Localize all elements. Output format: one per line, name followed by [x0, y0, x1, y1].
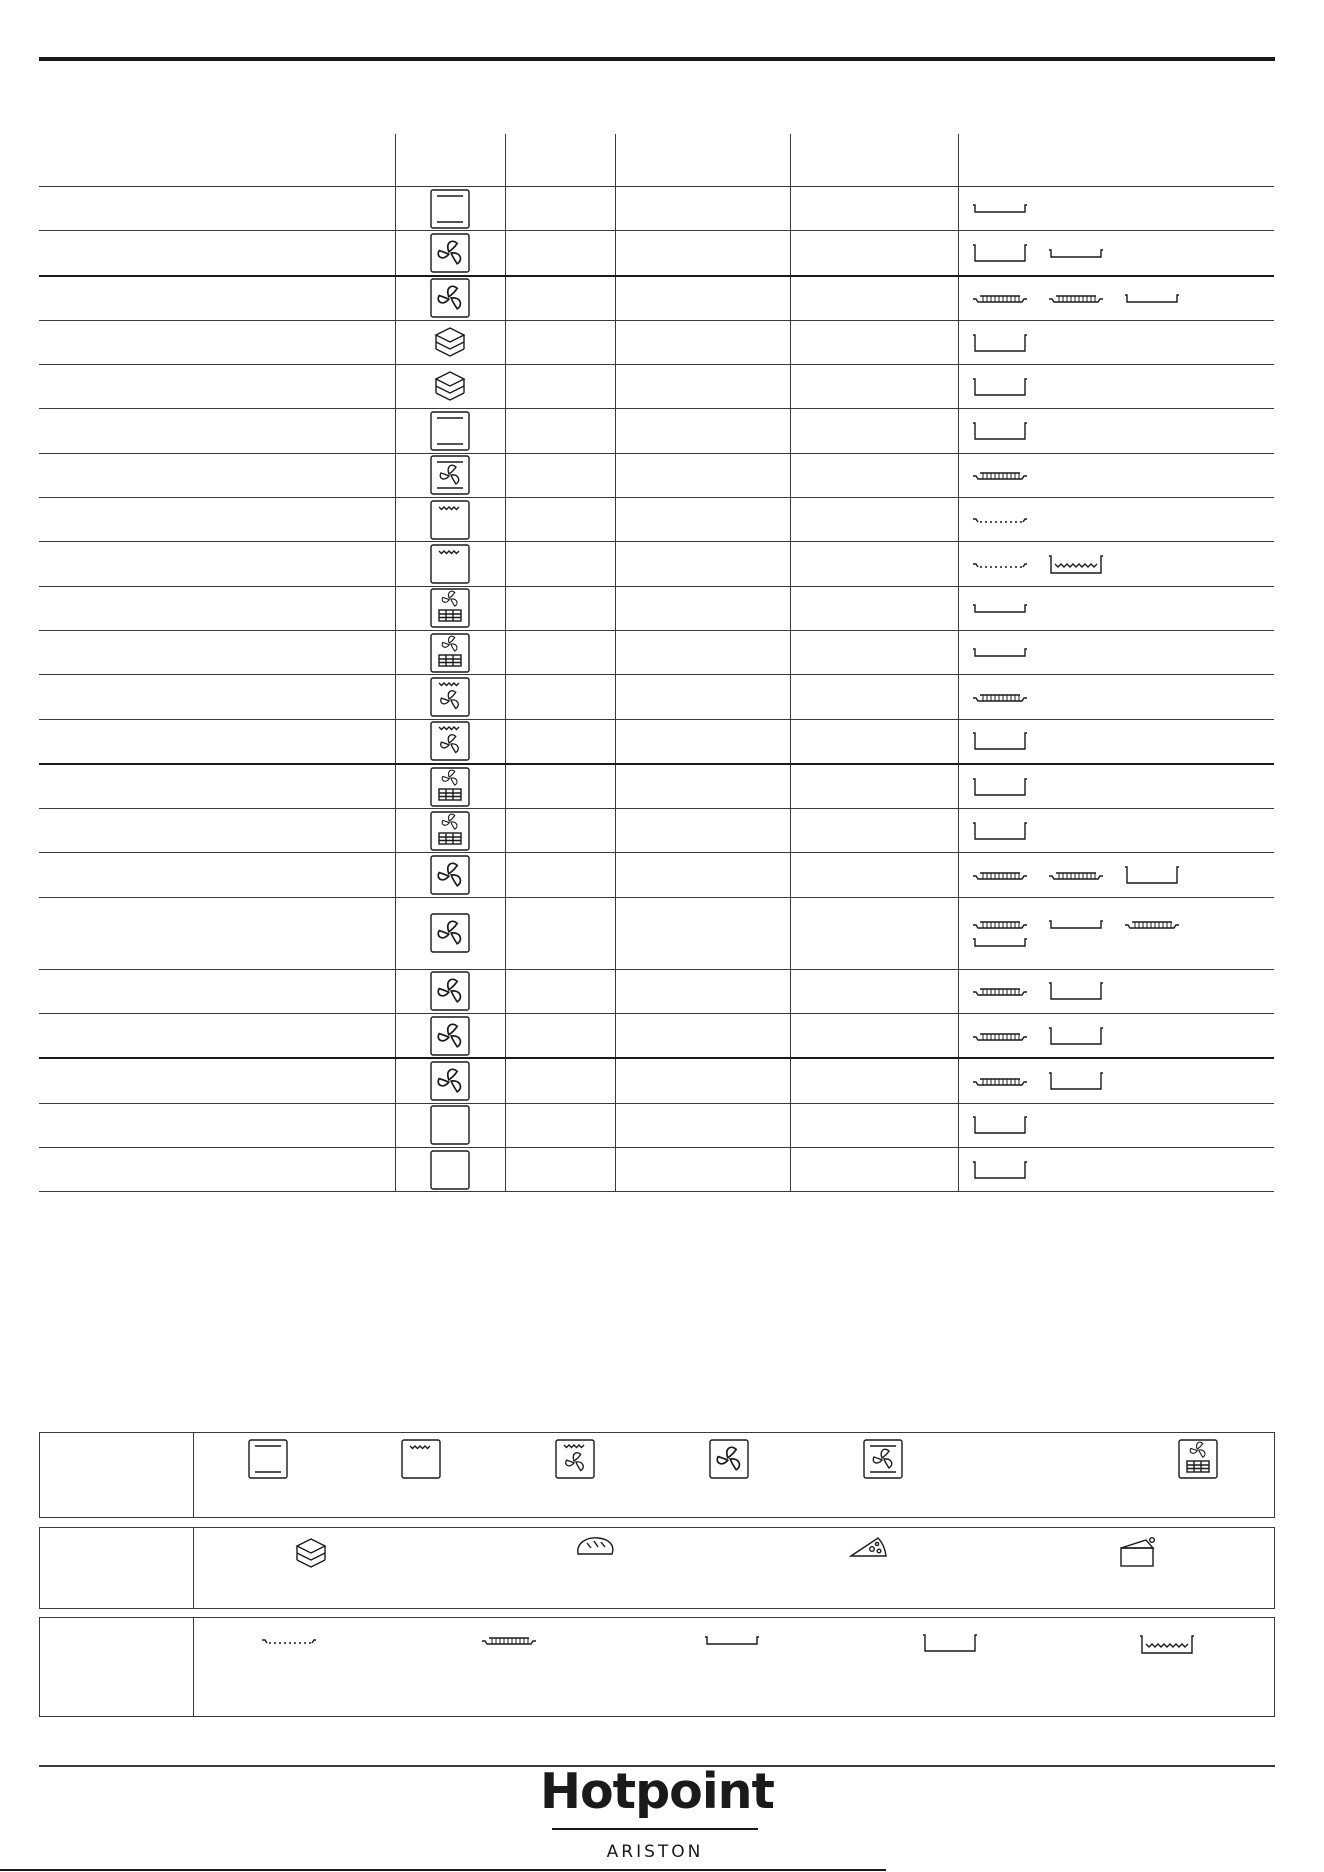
table-row [39, 453, 1274, 497]
value-cell [615, 586, 790, 630]
drip-tray-icon [971, 200, 1029, 216]
drip-tray-icon [1047, 245, 1105, 261]
value-cell [790, 897, 958, 969]
value-cell [505, 1147, 615, 1191]
value-cell [615, 969, 790, 1013]
function-cell [395, 276, 505, 321]
function-cell [395, 586, 505, 630]
brand-logo [540, 1762, 774, 1862]
value-cell [505, 276, 615, 321]
food-cell [39, 809, 395, 853]
table-header-cell [395, 134, 505, 187]
table-row [39, 1058, 1274, 1103]
legend-foods [39, 1527, 1275, 1609]
grill-rack-icon [971, 511, 1029, 527]
accessory-cell [958, 1058, 1274, 1103]
accessory-cell [958, 409, 1274, 453]
turbo-grill-icon [430, 677, 470, 717]
wire-shelf-icon [971, 467, 1029, 483]
function-cell [395, 365, 505, 409]
accessory-cell [958, 542, 1274, 586]
value-cell [505, 586, 615, 630]
table-header-cell [39, 134, 395, 187]
value-cell [790, 630, 958, 674]
table-row [39, 1103, 1274, 1147]
value-cell [615, 809, 790, 853]
table-row [39, 675, 1274, 719]
pizza-slice-icon [848, 1534, 890, 1560]
table-row [39, 276, 1274, 321]
function-cell [395, 897, 505, 969]
baking-tray-icon [971, 420, 1029, 442]
baking-tray-icon [971, 1159, 1029, 1181]
value-cell [615, 365, 790, 409]
value-cell [790, 276, 958, 321]
value-cell [505, 630, 615, 674]
food-cell [39, 409, 395, 453]
table-row [39, 719, 1274, 764]
table-row [39, 498, 1274, 542]
table-row [39, 231, 1274, 276]
accessory-cell [958, 1103, 1274, 1147]
pizza-function-icon [430, 767, 470, 807]
wire-shelf-icon [971, 983, 1029, 999]
wire-shelf-icon [1123, 916, 1181, 932]
function-cell [395, 764, 505, 809]
function-cell [395, 542, 505, 586]
value-cell [790, 675, 958, 719]
value-cell [505, 853, 615, 897]
value-cell [790, 498, 958, 542]
accessory-cell [958, 675, 1274, 719]
grill-icon [430, 500, 470, 540]
pizza-function-icon [430, 588, 470, 628]
food-cell [39, 498, 395, 542]
value-cell [790, 1014, 958, 1059]
function-cell [395, 719, 505, 764]
loaf-icon [574, 1534, 616, 1560]
value-cell [790, 365, 958, 409]
table-row [39, 542, 1274, 586]
table-header-cell [790, 134, 958, 187]
legend-label [40, 1528, 194, 1608]
table-header-cell [615, 134, 790, 187]
turbo-grill-icon [430, 721, 470, 761]
legend-functions [39, 1432, 1275, 1518]
convection-bake-icon [430, 455, 470, 495]
value-cell [790, 542, 958, 586]
baking-tray-icon [971, 730, 1029, 752]
wire-shelf-icon [971, 290, 1029, 306]
accessory-cell [958, 809, 1274, 853]
value-cell [790, 1103, 958, 1147]
food-cell [39, 897, 395, 969]
value-cell [505, 542, 615, 586]
value-cell [505, 409, 615, 453]
value-cell [615, 187, 790, 231]
baking-tray-icon [971, 242, 1029, 264]
pizza-function-icon [430, 811, 470, 851]
value-cell [505, 809, 615, 853]
value-cell [790, 719, 958, 764]
grill-icon [401, 1439, 441, 1479]
accessory-cell [958, 897, 1274, 969]
value-cell [615, 719, 790, 764]
turbo-grill-icon [555, 1439, 595, 1479]
value-cell [790, 764, 958, 809]
wire-shelf-icon [1047, 867, 1105, 883]
pizza-function-icon [430, 633, 470, 673]
drip-tray-icon [971, 934, 1029, 950]
drip-tray-icon [971, 644, 1029, 660]
food-cell [39, 764, 395, 809]
value-cell [790, 586, 958, 630]
value-cell [505, 498, 615, 542]
value-cell [505, 1103, 615, 1147]
function-cell [395, 1058, 505, 1103]
function-cell [395, 453, 505, 497]
value-cell [615, 630, 790, 674]
value-cell [615, 764, 790, 809]
drip-tray-icon [1047, 916, 1105, 932]
value-cell [505, 764, 615, 809]
food-cell [39, 853, 395, 897]
wire-shelf-icon [971, 867, 1029, 883]
accessory-cell [958, 187, 1274, 231]
cooking-table [39, 134, 1274, 1192]
value-cell [790, 320, 958, 364]
water-pan-icon [1138, 1632, 1196, 1656]
accessory-cell [958, 969, 1274, 1013]
table-row [39, 809, 1274, 853]
baking-tray-icon [1047, 980, 1105, 1002]
food-cell [39, 542, 395, 586]
value-cell [615, 409, 790, 453]
value-cell [505, 969, 615, 1013]
value-cell [790, 1058, 958, 1103]
baking-tray-icon [971, 1114, 1029, 1136]
value-cell [505, 719, 615, 764]
fan-icon [430, 913, 470, 953]
value-cell [615, 897, 790, 969]
conventional-icon [430, 411, 470, 451]
value-cell [790, 187, 958, 231]
value-cell [505, 1058, 615, 1103]
value-cell [505, 897, 615, 969]
water-pan-icon [1047, 552, 1105, 576]
value-cell [615, 453, 790, 497]
accessory-cell [958, 453, 1274, 497]
value-cell [505, 320, 615, 364]
accessory-cell [958, 764, 1274, 809]
food-cell [39, 187, 395, 231]
food-cell [39, 969, 395, 1013]
value-cell [505, 1014, 615, 1059]
brand-name: Hotpoint [540, 1763, 774, 1820]
value-cell [790, 231, 958, 276]
value-cell [790, 1147, 958, 1191]
fan-icon [430, 855, 470, 895]
food-cell [39, 1147, 395, 1191]
value-cell [790, 453, 958, 497]
value-cell [505, 231, 615, 276]
food-cell [39, 630, 395, 674]
table-row [39, 630, 1274, 674]
table-row [39, 320, 1274, 364]
value-cell [615, 320, 790, 364]
convection-bake-icon [863, 1439, 903, 1479]
table-header-cell [958, 134, 1274, 187]
function-cell [395, 1014, 505, 1059]
accessory-cell [958, 586, 1274, 630]
bread-icon [430, 367, 470, 407]
fan-icon [430, 1061, 470, 1101]
conventional-icon [430, 189, 470, 229]
value-cell [615, 276, 790, 321]
accessory-cell [958, 320, 1274, 364]
table-header-cell [505, 134, 615, 187]
function-cell [395, 320, 505, 364]
food-cell [39, 276, 395, 321]
function-cell [395, 969, 505, 1013]
value-cell [790, 409, 958, 453]
grill-icon [430, 544, 470, 584]
baking-tray-icon [1047, 1070, 1105, 1092]
food-cell [39, 675, 395, 719]
wire-shelf-icon [971, 1028, 1029, 1044]
brand-divider [552, 1828, 758, 1830]
accessory-cell [958, 231, 1274, 276]
table-row [39, 586, 1274, 630]
grill-rack-icon [971, 556, 1029, 572]
baking-tray-icon [971, 776, 1029, 798]
wire-shelf-icon [971, 916, 1029, 932]
value-cell [505, 365, 615, 409]
accessory-cell [958, 1147, 1274, 1191]
value-cell [615, 1147, 790, 1191]
accessory-cell [958, 853, 1274, 897]
accessory-cell [958, 1014, 1274, 1059]
baking-tray-icon [971, 376, 1029, 398]
value-cell [505, 675, 615, 719]
value-cell [505, 453, 615, 497]
table-row [39, 897, 1274, 969]
food-cell [39, 586, 395, 630]
function-cell [395, 1103, 505, 1147]
bread-icon [430, 323, 470, 363]
wire-shelf-icon [1047, 290, 1105, 306]
wire-shelf-icon [480, 1632, 538, 1648]
drip-tray-icon [971, 600, 1029, 616]
baking-tray-icon [1123, 864, 1181, 886]
accessory-cell [958, 276, 1274, 321]
food-cell [39, 365, 395, 409]
baking-tray-icon [971, 332, 1029, 354]
food-cell [39, 231, 395, 276]
food-cell [39, 453, 395, 497]
accessory-cell [958, 630, 1274, 674]
empty-box-icon [430, 1105, 470, 1145]
value-cell [505, 187, 615, 231]
value-cell [615, 1103, 790, 1147]
baking-tray-icon [971, 820, 1029, 842]
food-cell [39, 1014, 395, 1059]
fan-icon [430, 1016, 470, 1056]
food-cell [39, 1058, 395, 1103]
value-cell [615, 498, 790, 542]
table-row [39, 1147, 1274, 1191]
function-cell [395, 498, 505, 542]
function-cell [395, 675, 505, 719]
wire-shelf-icon [971, 689, 1029, 705]
top-rule [39, 57, 1275, 61]
wire-shelf-icon [971, 1073, 1029, 1089]
food-cell [39, 1103, 395, 1147]
table-row [39, 853, 1274, 897]
food-cell [39, 719, 395, 764]
baking-tray-icon [1047, 1025, 1105, 1047]
footer-rule [0, 1869, 886, 1871]
accessory-cell [958, 365, 1274, 409]
table-row [39, 764, 1274, 809]
table-header-row [39, 134, 1274, 187]
function-cell [395, 187, 505, 231]
fan-icon [430, 278, 470, 318]
drip-tray-icon [1123, 290, 1181, 306]
fan-icon [709, 1439, 749, 1479]
function-cell [395, 409, 505, 453]
function-cell [395, 630, 505, 674]
value-cell [615, 853, 790, 897]
food-cell [39, 320, 395, 364]
legend-accessories [39, 1617, 1275, 1717]
value-cell [790, 853, 958, 897]
legend-label [40, 1433, 194, 1517]
function-cell [395, 809, 505, 853]
pizza-function-icon [1178, 1439, 1218, 1479]
table-row [39, 187, 1274, 231]
brand-subtitle: ARISTON [606, 1842, 704, 1862]
value-cell [615, 1058, 790, 1103]
drip-tray-icon [703, 1632, 761, 1648]
value-cell [790, 809, 958, 853]
fan-icon [430, 971, 470, 1011]
value-cell [615, 231, 790, 276]
accessory-cell [958, 719, 1274, 764]
function-cell [395, 231, 505, 276]
function-cell [395, 853, 505, 897]
value-cell [615, 542, 790, 586]
value-cell [790, 969, 958, 1013]
conventional-icon [248, 1439, 288, 1479]
table-row [39, 1014, 1274, 1059]
bread-icon [291, 1534, 331, 1574]
function-cell [395, 1147, 505, 1191]
table-row [39, 409, 1274, 453]
baking-tray-icon [921, 1632, 979, 1654]
table-row [39, 969, 1274, 1013]
empty-box-icon [430, 1150, 470, 1190]
value-cell [615, 1014, 790, 1059]
value-cell [615, 675, 790, 719]
table-row [39, 365, 1274, 409]
cake-icon [1116, 1534, 1158, 1570]
fan-icon [430, 233, 470, 273]
accessory-cell [958, 498, 1274, 542]
grill-rack-icon [260, 1632, 318, 1648]
legend-label [40, 1618, 194, 1716]
